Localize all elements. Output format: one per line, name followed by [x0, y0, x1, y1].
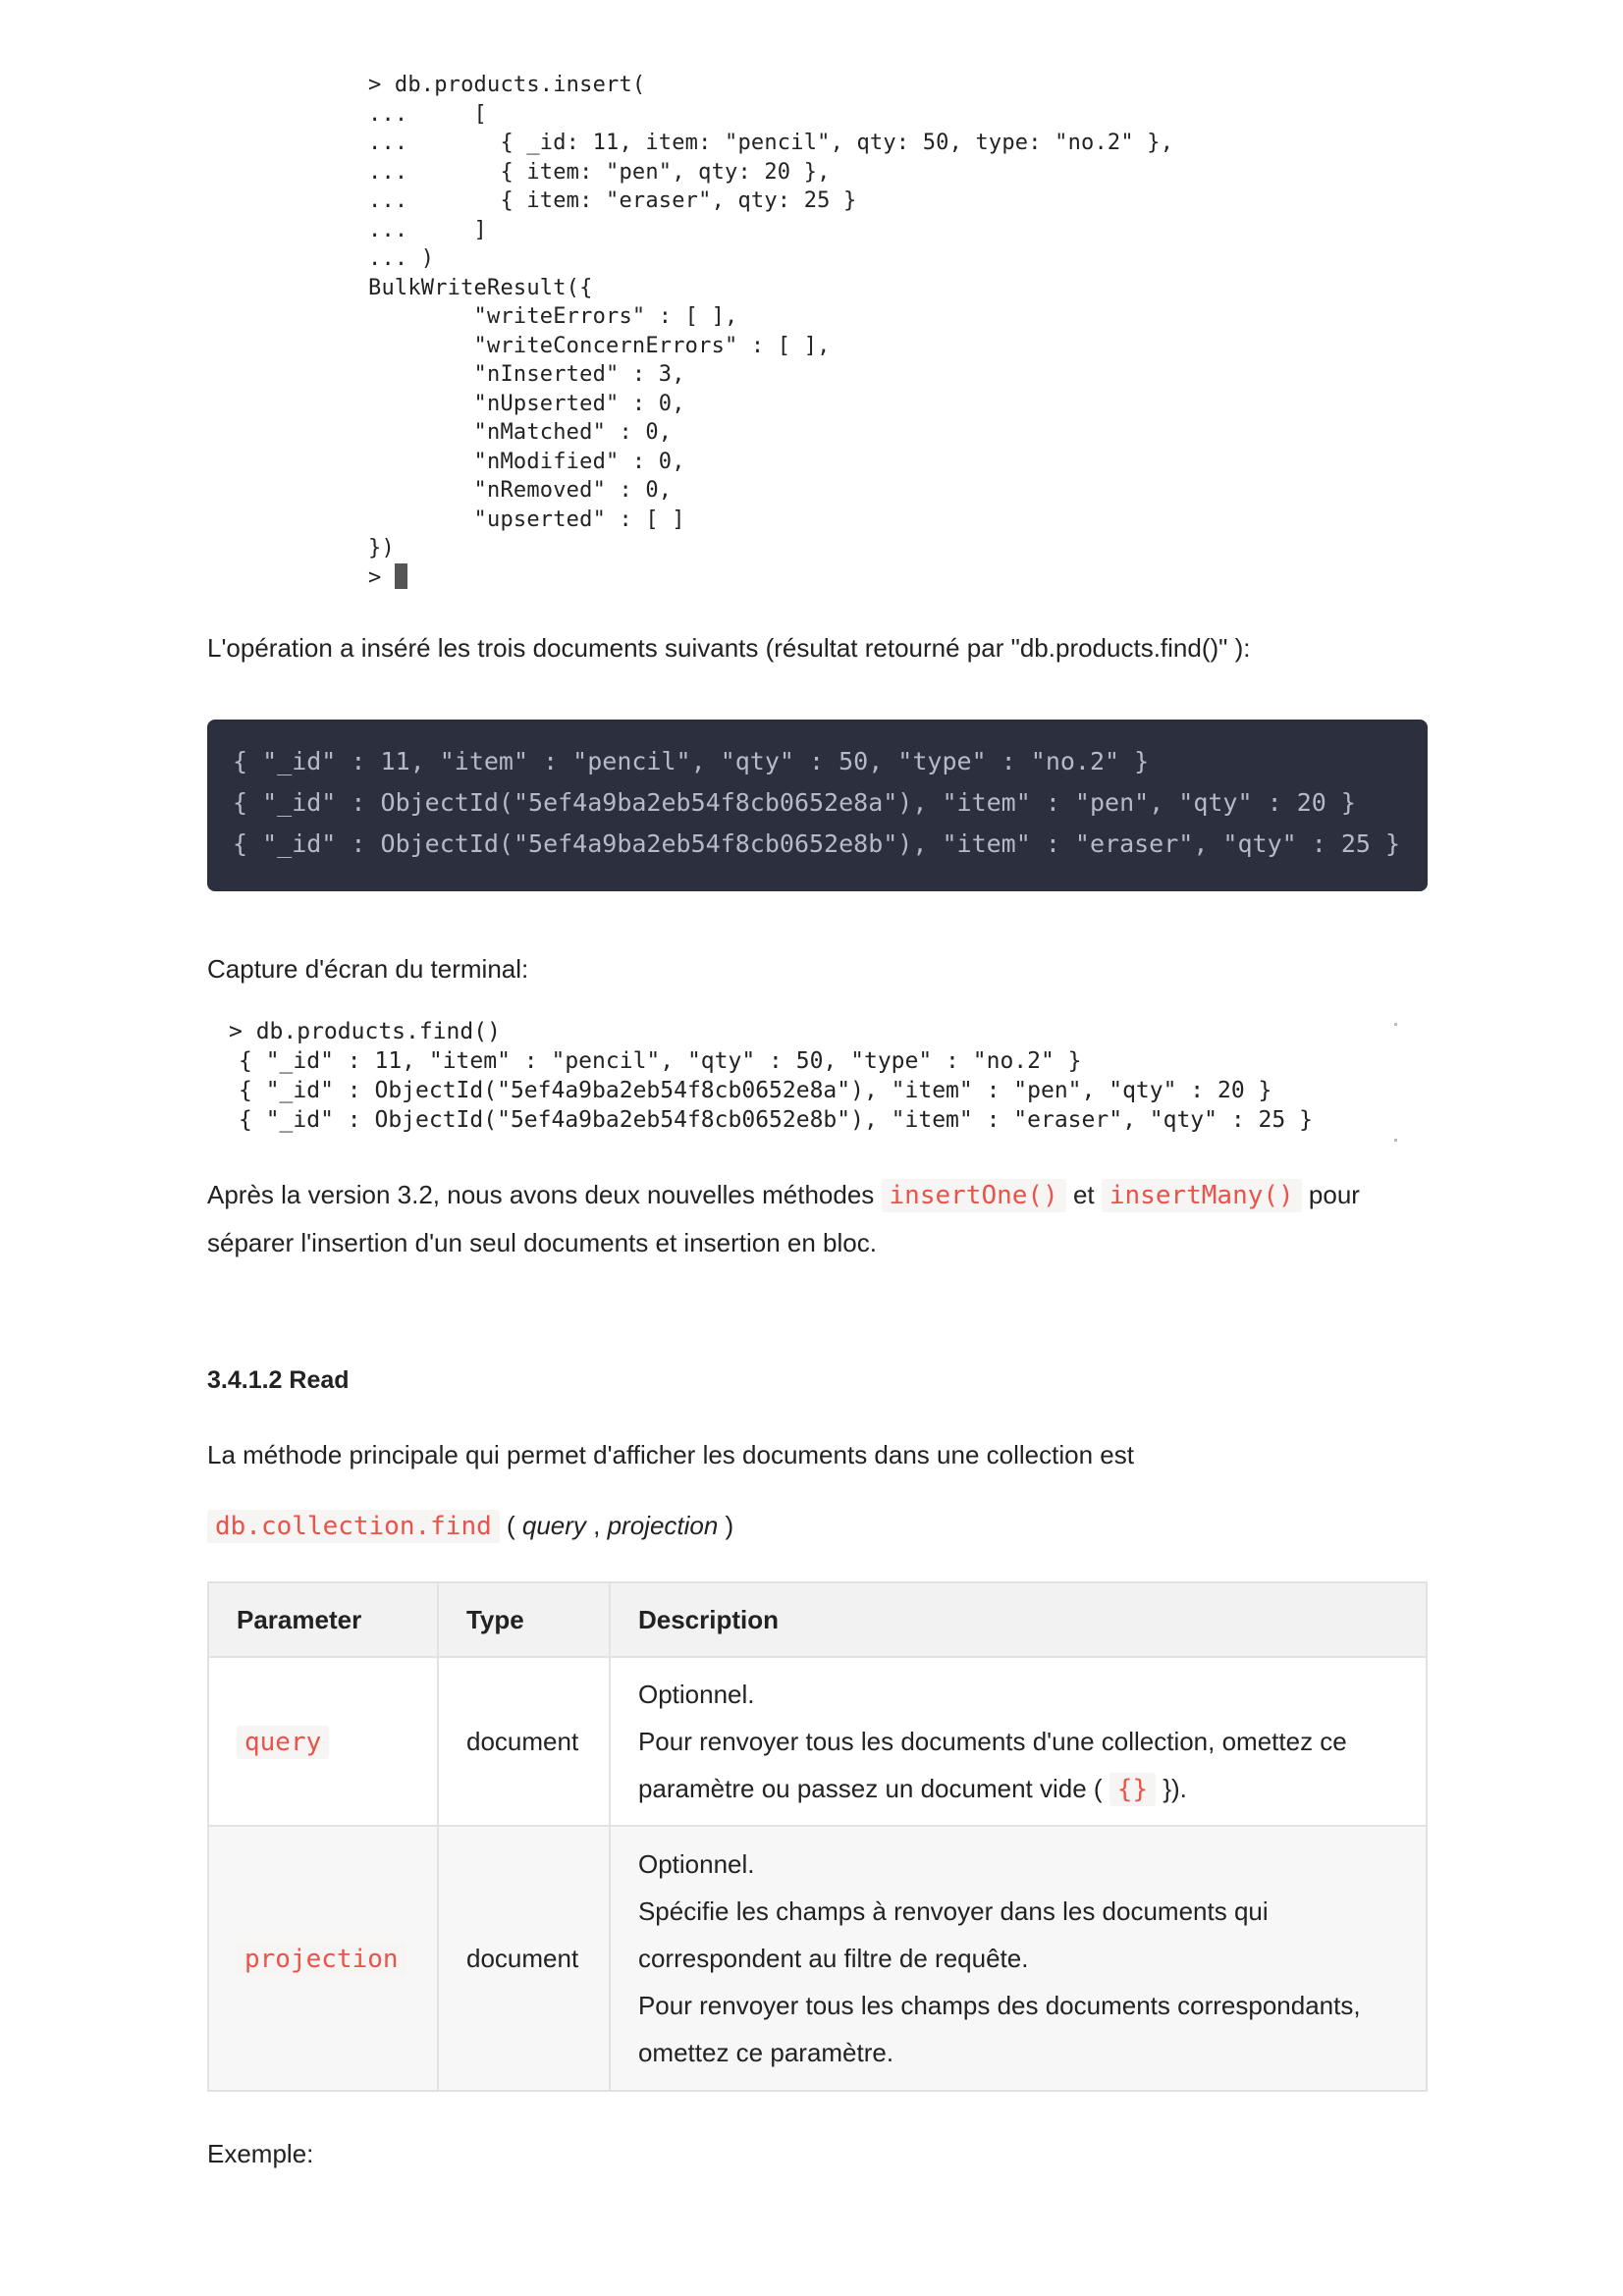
signature-arg-query: query [521, 1511, 586, 1540]
terminal-line: ... { item: "eraser", qty: 25 } [368, 188, 857, 213]
terminal-line: "nModified" : 0, [368, 449, 685, 474]
description-text: paramètre ou passez un document vide ( [637, 1773, 1109, 1803]
method-signature [207, 1502, 733, 1550]
terminal-line: "nUpserted" : 0, [368, 391, 685, 416]
code-line: { "_id" : 11, "item" : "pencil", "qty" : 50, "type" : "no.2" } [233, 747, 1150, 775]
table-cell-description [610, 1826, 1427, 2091]
terminal-line: ... ) [368, 246, 435, 271]
paragraph-text: pour [1301, 1180, 1360, 1209]
paragraph-version [207, 1171, 1360, 1266]
terminal-line: ... ] [368, 217, 488, 242]
signature-paren: ) [718, 1511, 734, 1540]
terminal-insert-screenshot [368, 71, 1173, 592]
description-line [638, 1765, 1398, 1813]
table-header-parameter: Parameter [208, 1582, 438, 1657]
terminal-line: }) [368, 536, 395, 561]
description-line: Pour renvoyer tous les champs des documents correspondants, [637, 1991, 1361, 2020]
inline-code-insertone: insertOne() [882, 1179, 1066, 1212]
paragraph-read: La méthode principale qui permet d'afficher les documents dans une collection est [207, 1440, 1134, 1469]
screenshot-edge-mark [1394, 1139, 1397, 1142]
description-line: correspondent au filtre de requête. [637, 1944, 1029, 1973]
description-line: omettez ce paramètre. [637, 2038, 894, 2067]
table-cell-param [208, 1826, 438, 2091]
terminal-line: ... { item: "pen", qty: 20 }, [368, 159, 831, 185]
terminal-prompt-line [368, 563, 1173, 593]
description-line: Pour renvoyer tous les documents d'une collection, omettez ce [637, 1726, 1347, 1756]
code-line: { "_id" : ObjectId("5ef4a9ba2eb54f8cb0652e8b"), "item" : "eraser", "qty" : 25 } [233, 829, 1401, 858]
paragraph-text: et [1065, 1180, 1102, 1209]
paragraph-inserted: L'opération a inséré les trois documents suivants (résultat retourné par "db.products.find()" ): [207, 633, 1251, 663]
terminal-line: { "_id" : 11, "item" : "pencil", "qty" : 50, "type" : "no.2" } [239, 1048, 1082, 1074]
code-block [207, 720, 1428, 891]
description-line: Optionnel. [637, 1679, 755, 1709]
param-code-projection: projection [237, 1943, 406, 1976]
terminal-cursor [395, 563, 407, 589]
terminal-line: "upserted" : [ ] [368, 507, 685, 532]
inline-code-empty-doc: {} [1109, 1773, 1156, 1806]
terminal-line: ... { _id: 11, item: "pencil", qty: 50, type: "no.2" }, [368, 131, 1174, 155]
signature-sep: , [585, 1511, 608, 1540]
paragraph-example: Exemple: [207, 2139, 314, 2168]
terminal-line: { "_id" : ObjectId("5ef4a9ba2eb54f8cb0652e8b"), "item" : "eraser", "qty" : 25 } [239, 1107, 1313, 1133]
terminal-line: "nRemoved" : 0, [368, 478, 673, 503]
terminal-line: "nMatched" : 0, [368, 420, 673, 445]
signature-arg-projection: projection [607, 1511, 719, 1540]
paragraph-capture: Capture d'écran du terminal: [207, 954, 529, 984]
paragraph-text: séparer l'insertion d'un seul documents et insertion en bloc. [207, 1228, 877, 1257]
terminal-line: "writeConcernErrors" : [ ], [368, 333, 831, 358]
table-cell-type: document [438, 1657, 610, 1826]
table-row [208, 1826, 1427, 2091]
terminal-line: > db.products.find() [229, 1019, 501, 1044]
table-header-row [208, 1582, 1427, 1657]
code-line: { "_id" : ObjectId("5ef4a9ba2eb54f8cb0652e8a"), "item" : "pen", "qty" : 20 } [233, 788, 1356, 817]
screenshot-edge-mark [1394, 1023, 1397, 1026]
table-header-type: Type [438, 1582, 610, 1657]
inline-code-find: db.collection.find [207, 1510, 500, 1543]
terminal-line: ... [ [368, 101, 488, 127]
terminal-line: "writeErrors" : [ ], [368, 304, 738, 329]
description-line: Spécifie les champs à renvoyer dans les documents qui [637, 1896, 1269, 1926]
terminal-prompt: > [368, 564, 395, 590]
description-line: Optionnel. [637, 1849, 755, 1879]
description-text: }). [1156, 1773, 1187, 1803]
param-code-query: query [237, 1726, 329, 1759]
table-cell-description [610, 1657, 1427, 1826]
table-row [208, 1657, 1427, 1826]
parameter-table [207, 1581, 1428, 2092]
table-cell-param [208, 1657, 438, 1826]
terminal-find-screenshot [229, 1017, 1313, 1135]
terminal-line: BulkWriteResult({ [368, 275, 593, 300]
inline-code-insertmany: insertMany() [1102, 1179, 1302, 1212]
table-cell-type: document [438, 1826, 610, 2091]
terminal-line: "nInserted" : 3, [368, 362, 685, 387]
paragraph-text: Après la version 3.2, nous avons deux nouvelles méthodes [207, 1180, 882, 1209]
terminal-line: { "_id" : ObjectId("5ef4a9ba2eb54f8cb0652e8a"), "item" : "pen", "qty" : 20 } [239, 1078, 1272, 1103]
section-heading: 3.4.1.2 Read [207, 1366, 350, 1394]
table-header-description: Description [610, 1582, 1427, 1657]
terminal-line: > db.products.insert( [368, 73, 646, 97]
signature-paren: ( [499, 1511, 522, 1540]
